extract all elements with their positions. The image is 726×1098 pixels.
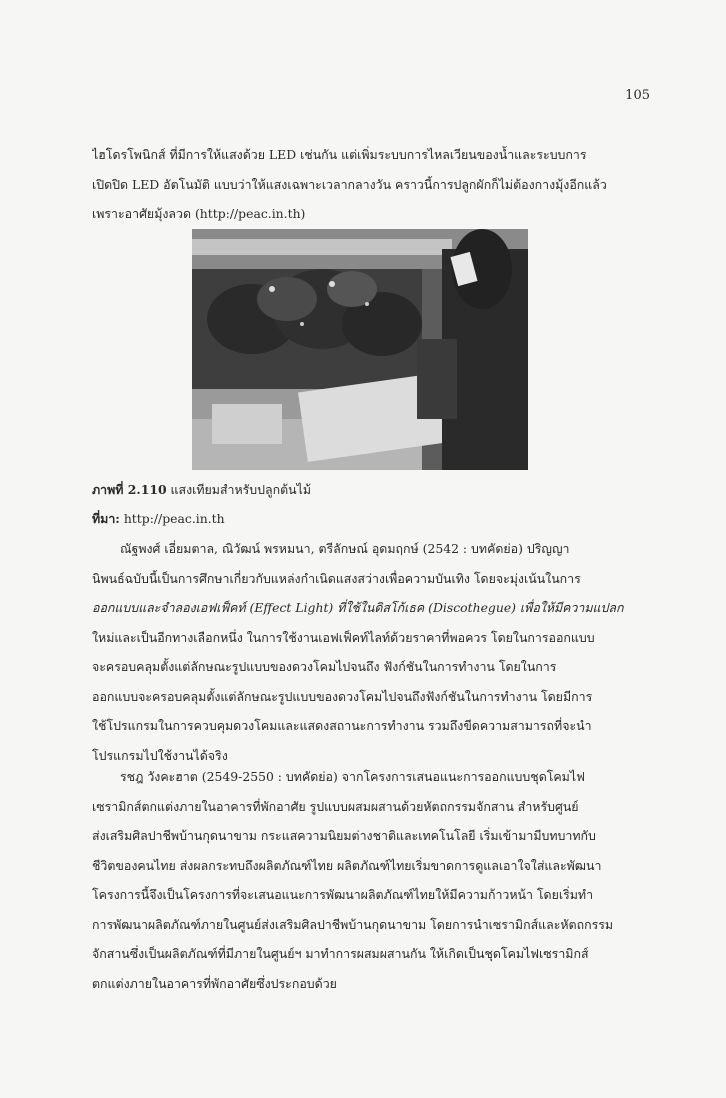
figure-caption-text: แสงเทียมสำหรับปลูกต้นไม้: [170, 482, 312, 497]
text-line: ใช้โปรแกรมในการควบคุมดวงโคมและแสดงสถานะการทำงาน รวมถึงขีดความสามารถที่จะนำ: [92, 718, 592, 733]
figure-photo: [192, 229, 528, 470]
text-line: ออกแบบและจำลองเอฟเฟ็คท์ (Effect Light) ที่ใช้ในดิสโก้เธค (Discothegue) เพื่อให้มีความแปลก: [92, 600, 624, 615]
intro-paragraph: [92, 140, 640, 229]
text-line: ชีวิตของคนไทย ส่งผลกระทบถึงผลิตภัณฑ์ไทย ผลิตภัณฑ์ไทยเริ่มขาดการดูแลเอาใจใส่และพัฒนา: [92, 857, 602, 873]
text-line: จักสานซึ่งเป็นผลิตภัณฑ์ที่มีภายในศูนย์ฯ มาทำการผสมผสานกัน ให้เกิดเป็นชุดโคมไฟเซรามิกส์: [92, 946, 589, 961]
text-line: ใหม่และเป็นอีกทางเลือกหนึ่ง ในการใช้งานเอฟเฟ็คท์ไลท์ด้วยราคาที่พอควร โดยในการออกแบบ: [92, 629, 595, 645]
text-line: โครงการนี้จึงเป็นโครงการที่จะเสนอแนะการพัฒนาผลิตภัณฑ์ไทยให้มีความก้าวหน้า โดยเริ่มทำ: [92, 887, 594, 902]
text-line: เพราะอาศัยมุ้งลวด (http://peac.in.th): [92, 206, 306, 221]
figure-source-label: ที่มา:: [92, 511, 120, 526]
text-line: การพัฒนาผลิตภัณฑ์ภายในศูนย์ส่งเสริมศิลปาชีพบ้านกุดนาขาม โดยการนำเซรามิกส์และหัตถกรรม: [92, 916, 614, 932]
page-number: 105: [625, 88, 650, 103]
figure-source-url: http://peac.in.th: [123, 511, 225, 526]
paragraph-2: [92, 534, 640, 770]
text-line: ไฮโดรโพนิกส์ ที่มีการให้แสงด้วย LED เช่นกัน แต่เพิ่มระบบการไหลเวียนของน้ำและระบบการ: [92, 147, 587, 162]
text-line: รชฎ วังคะฮาต (2549-2550 : บทคัดย่อ) จากโครงการเสนอแนะการออกแบบชุดโคมไฟ: [120, 769, 585, 784]
text-line: โปรแกรมไปใช้งานได้จริง: [92, 747, 228, 763]
text-line: ตกแต่งภายในอาคารที่พักอาศัยซึ่งประกอบด้วย: [92, 975, 337, 991]
text-line: เปิดปิด LED อัตโนมัติ แบบว่าให้แสงเฉพาะเวลากลางวัน คราวนี้การปลูกผักก็ไม่ต้องกางมุ้งอีกแล้ว: [92, 176, 607, 192]
figure-label: ภาพที่ 2.110: [92, 482, 167, 497]
figure-caption: [92, 475, 311, 504]
plant-grow-light-photo: [192, 229, 528, 470]
text-line: จะครอบคลุมตั้งแต่ลักษณะรูปแบบของดวงโคมไปจนถึง ฟังก์ชันในการทำงาน โดยในการ: [92, 659, 557, 674]
text-line: นิพนธ์ฉบับนี้เป็นการศึกษาเกี่ยวกับแหล่งกำเนิดแสงสว่างเพื่อความบันเทิง โดยจะมุ่งเน้นในการ: [92, 570, 581, 586]
text-line: ส่งเสริมศิลปาชีพบ้านกุดนาขาม กระแสความนิยมต่างชาติและเทคโนโลยี เริ่มเข้ามามีบทบาทกับ: [92, 828, 596, 843]
paragraph-3: [92, 762, 640, 998]
text-line: ณัฐพงศ์ เอี่ยมตาล, ณิวัฒน์ พรหมนา, ตรีลักษณ์ อุดมฤกษ์ (2542 : บทคัดย่อ) ปริญญา: [120, 541, 570, 556]
figure-source: [92, 504, 225, 533]
text-line: ออกแบบจะครอบคลุมตั้งแต่ลักษณะรูปแบบของดวงโคมไปจนถึงฟังก์ชันในการทำงาน โดยมีการ: [92, 688, 593, 704]
text-line: เซรามิกส์ตกแต่งภายในอาคารที่พักอาศัย รูปแบบผสมผสานด้วยหัตถกรรมจักสาน สำหรับศูนย์: [92, 798, 579, 814]
